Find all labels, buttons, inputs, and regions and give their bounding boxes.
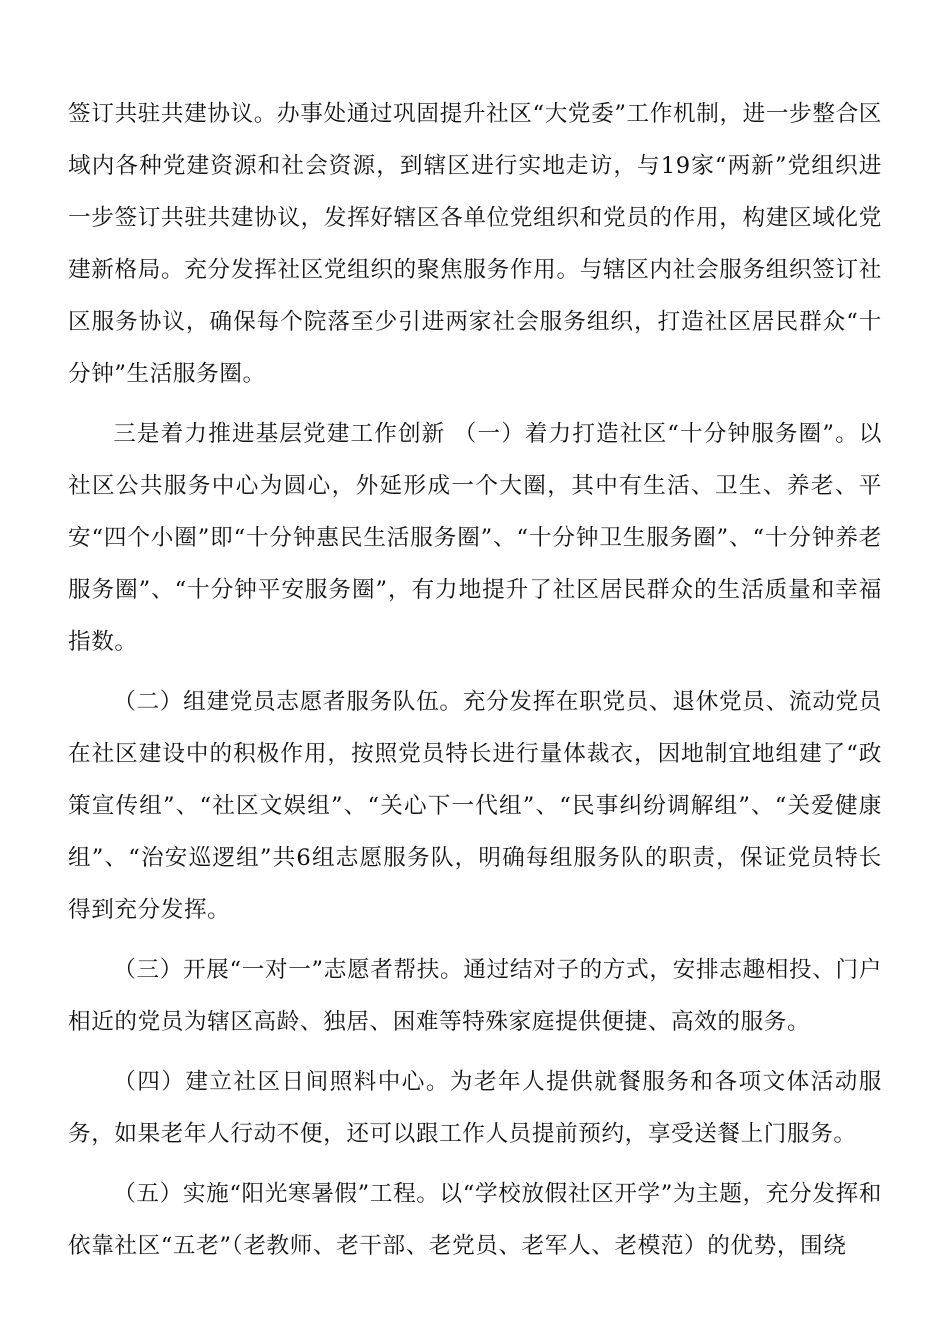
paragraph-innovation: 三是着力推进基层党建工作创新 （一）着力打造社区“十分钟服务圈”。以社区公共服务中心为圆心，外延形成一个大圈，其中有生活、卫生、养老、平安“四个小圈”即“十分钟惠民生活服务圈”、“十分钟卫生服务圈”、“十分钟养老服务圈”、“十分钟平安服务圈”，有力地提升了社区居民群众的生活质量和幸福指数。 [68, 421, 882, 655]
paragraph-volunteer-team: （二）组建党员志愿者服务队伍。充分发挥在职党员、退休党员、流动党员在社区建设中的积极作用，按照党员特长进行量体裁衣，因地制宜地组建了“政策宣传组”、“社区文娱组”、“关心下一代组”、“民事纠纷调解组”、“关爱健康组”、“治安巡逻组”共6组志愿服务队，明确每组服务队的职责，保证党员特长得到充分发挥。 [68, 689, 882, 923]
paragraph-continuation: 签订共驻共建协议。办事处通过巩固提升社区“大党委”工作机制，进一步整合区域内各种党建资源和社会资源，到辖区进行实地走访，与19家“两新”党组织进一步签订共驻共建协议，发挥好辖区各单位党组织和党员的作用，构建区域化党建新格局。充分发挥社区党组织的聚焦服务作用。与辖区内社会服务组织签订社区服务协议，确保每个院落至少引进两家社会服务组织，打造社区居民群众“十分钟”生活服务圈。 [68, 101, 882, 387]
paragraph-one-to-one: （三）开展“一对一”志愿者帮扶。通过结对子的方式，安排志趣相投、门户相近的党员为辖区高龄、独居、困难等特殊家庭提供便捷、高效的服务。 [68, 957, 882, 1035]
paragraph-day-care: （四）建立社区日间照料中心。为老年人提供就餐服务和各项文体活动服务，如果老年人行动不便，还可以跟工作人员提前预约，享受送餐上门服务。 [68, 1069, 882, 1147]
paragraph-sunshine-holiday: （五）实施“阳光寒暑假”工程。以“学校放假社区开学”为主题，充分发挥和依靠社区“五老”（老教师、老干部、老党员、老军人、老模范）的优势，围绕 [68, 1181, 882, 1259]
